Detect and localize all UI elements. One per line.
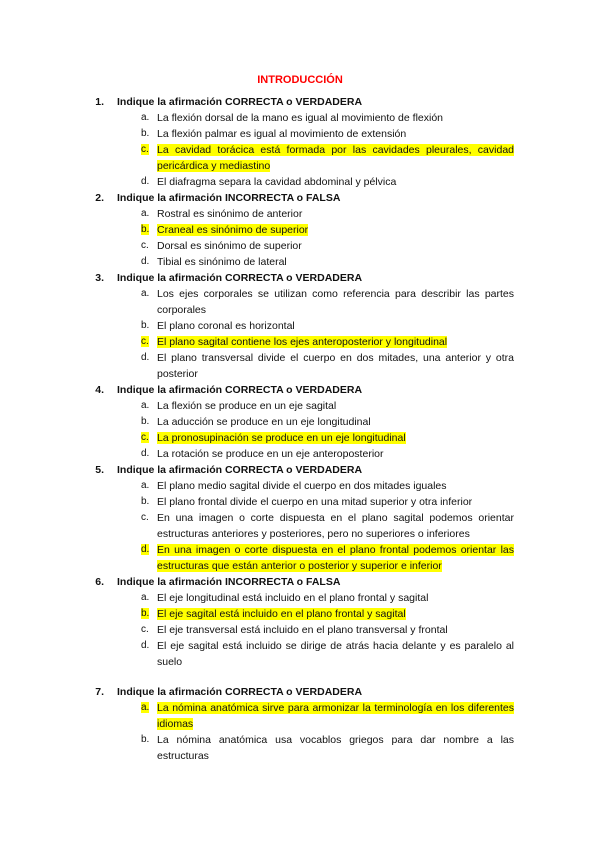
option-letter [141,254,157,270]
question-prompt: Indique la afirmación CORRECTA o VERDADERA [117,464,363,476]
option-text [157,206,514,222]
option-text-content: En una imagen o corte dispuesta en el plano frontal podemos orientar las estructuras que están anterior o posterior y superior e inferior [157,544,514,572]
option-letter-text: c. [141,144,149,155]
question-list [0,94,600,764]
option-text-content: El plano medio sagital divide el cuerpo en dos mitades iguales [157,480,447,492]
answer-option [0,446,600,462]
question-prompt: Indique la afirmación INCORRECTA o FALSA [117,576,341,588]
answer-option [0,126,600,142]
option-text-content: Craneal es sinónimo de superior [157,224,309,236]
question-prompt: Indique la afirmación CORRECTA o VERDADERA [117,384,363,396]
question-heading [0,462,600,478]
question-6 [0,574,600,670]
question-number: 5. [95,464,104,476]
option-text [157,398,514,414]
option-letter [141,174,157,190]
option-letter-text: c. [141,336,149,347]
option-text-content: La nómina anatómica sirve para armonizar la terminología en los diferentes idiomas [157,702,514,730]
option-text-content: En una imagen o corte dispuesta en el plano sagital podemos orientar estructuras anteriores y posteriores, pero no superiores o inferiores [157,512,514,540]
option-text [157,446,514,462]
option-letter [141,430,157,446]
option-letter [141,542,157,574]
question-prompt: Indique la afirmación CORRECTA o VERDADERA [117,686,363,698]
answer-option [0,238,600,254]
option-letter [141,334,157,350]
question-heading [0,382,600,398]
option-letter [141,318,157,334]
option-letter-text: a. [141,288,150,299]
question-heading [0,190,600,206]
option-text [157,350,514,382]
option-text-content: El eje transversal está incluido en el plano transversal y frontal [157,624,448,636]
option-letter-text: a. [141,112,150,123]
option-text-content: La rotación se produce en un eje anteroposterior [157,448,384,460]
option-text-content: Rostral es sinónimo de anterior [157,208,303,220]
answer-option [0,622,600,638]
option-text-content: El diafragma separa la cavidad abdominal y pélvica [157,176,397,188]
option-text [157,430,514,446]
option-letter [141,590,157,606]
answer-option-highlighted [0,542,600,574]
option-text-content: El eje sagital está incluido en el plano frontal y sagital [157,608,406,620]
answer-option-highlighted [0,334,600,350]
question-number: 2. [95,192,104,204]
option-letter [141,638,157,670]
option-letter-text: c. [141,512,149,523]
question-1 [0,94,600,190]
option-letter [141,350,157,382]
option-text [157,334,514,350]
option-letter [141,206,157,222]
option-text [157,238,514,254]
option-text-content: Tibial es sinónimo de lateral [157,256,287,268]
option-text [157,414,514,430]
option-letter-text: a. [141,702,150,713]
answer-option [0,174,600,190]
option-letter [141,732,157,764]
option-letter-text: c. [141,432,149,443]
option-letter [141,494,157,510]
option-letter-text: b. [141,128,150,139]
option-letter-text: a. [141,480,150,491]
option-letter [141,142,157,174]
option-letter-text: d. [141,544,150,555]
option-letter-text: b. [141,608,150,619]
answer-option [0,590,600,606]
option-text [157,732,514,764]
question-7 [0,684,600,764]
option-letter [141,286,157,318]
option-text-content: La flexión palmar es igual al movimiento de extensión [157,128,407,140]
option-letter [141,222,157,238]
answer-option [0,286,600,318]
option-letter-text: b. [141,496,150,507]
answer-option [0,318,600,334]
option-letter [141,414,157,430]
option-text [157,700,514,732]
option-text-content: La flexión se produce en un eje sagital [157,400,337,412]
option-letter [141,700,157,732]
option-text-content: La pronosupinación se produce en un eje longitudinal [157,432,406,444]
question-number: 3. [95,272,104,284]
option-letter [141,606,157,622]
option-letter-text: a. [141,208,150,219]
option-letter [141,622,157,638]
question-number: 7. [95,686,104,698]
option-text-content: El eje longitudinal está incluido en el plano frontal y sagital [157,592,429,604]
option-letter-text: c. [141,624,149,635]
answer-option [0,478,600,494]
question-number: 4. [95,384,104,396]
page-title: INTRODUCCIÓN [257,74,343,86]
option-letter-text: d. [141,640,150,651]
question-prompt: Indique la afirmación CORRECTA o VERDADERA [117,272,363,284]
question-number: 1. [95,96,104,108]
answer-option-highlighted [0,142,600,174]
option-text-content: La cavidad torácica está formada por las cavidades pleurales, cavidad pericárdica y mediastino [157,144,514,172]
option-letter-text: d. [141,352,150,363]
option-letter [141,238,157,254]
option-text [157,638,514,670]
option-text [157,494,514,510]
answer-option-highlighted [0,222,600,238]
option-letter-text: b. [141,320,150,331]
option-text [157,174,514,190]
option-text [157,142,514,174]
option-text [157,622,514,638]
option-text [157,126,514,142]
option-letter [141,126,157,142]
option-text [157,110,514,126]
answer-option [0,494,600,510]
option-letter-text: d. [141,448,150,459]
answer-option [0,350,600,382]
question-5 [0,462,600,574]
answer-option [0,732,600,764]
option-letter-text: d. [141,256,150,267]
option-text [157,510,514,542]
question-number: 6. [95,576,104,588]
answer-option-highlighted [0,700,600,732]
option-text-content: El plano transversal divide el cuerpo en dos mitades, una anterior y otra posterior [157,352,514,380]
option-text [157,478,514,494]
question-3 [0,270,600,382]
option-letter-text: d. [141,176,150,187]
option-text [157,254,514,270]
option-letter-text: a. [141,400,150,411]
question-4 [0,382,600,462]
option-text-content: La nómina anatómica usa vocablos griegos para dar nombre a las estructuras [157,734,514,762]
answer-option [0,398,600,414]
option-letter [141,398,157,414]
option-letter-text: a. [141,592,150,603]
answer-option [0,254,600,270]
question-heading [0,94,600,110]
option-text-content: El eje sagital está incluido se dirige de atrás hacia delante y es paralelo al suelo [157,640,514,668]
option-letter [141,510,157,542]
answer-option [0,510,600,542]
answer-option-highlighted [0,430,600,446]
option-text-content: Los ejes corporales se utilizan como referencia para describir las partes corporales [157,288,514,316]
option-letter [141,478,157,494]
option-text-content: El plano sagital contiene los ejes anteroposterior y longitudinal [157,336,448,348]
question-prompt: Indique la afirmación CORRECTA o VERDADERA [117,96,363,108]
question-heading [0,270,600,286]
option-letter [141,446,157,462]
answer-option [0,206,600,222]
option-text-content: El plano coronal es horizontal [157,320,295,332]
option-text-content: Dorsal es sinónimo de superior [157,240,302,252]
question-heading [0,684,600,700]
option-letter-text: b. [141,416,150,427]
answer-option-highlighted [0,606,600,622]
option-letter-text: c. [141,240,149,251]
answer-option [0,414,600,430]
option-text [157,590,514,606]
option-letter-text: b. [141,734,150,745]
question-2 [0,190,600,270]
question-heading [0,574,600,590]
option-text-content: La aducción se produce en un eje longitudinal [157,416,371,428]
option-text [157,222,514,238]
option-text [157,286,514,318]
answer-option [0,110,600,126]
option-text-content: El plano frontal divide el cuerpo en una mitad superior y otra inferior [157,496,473,508]
question-prompt: Indique la afirmación INCORRECTA o FALSA [117,192,341,204]
option-letter [141,110,157,126]
option-letter-text: b. [141,224,150,235]
option-text [157,318,514,334]
option-text [157,606,514,622]
answer-option [0,638,600,670]
option-text-content: La flexión dorsal de la mano es igual al movimiento de flexión [157,112,443,124]
option-text [157,542,514,574]
